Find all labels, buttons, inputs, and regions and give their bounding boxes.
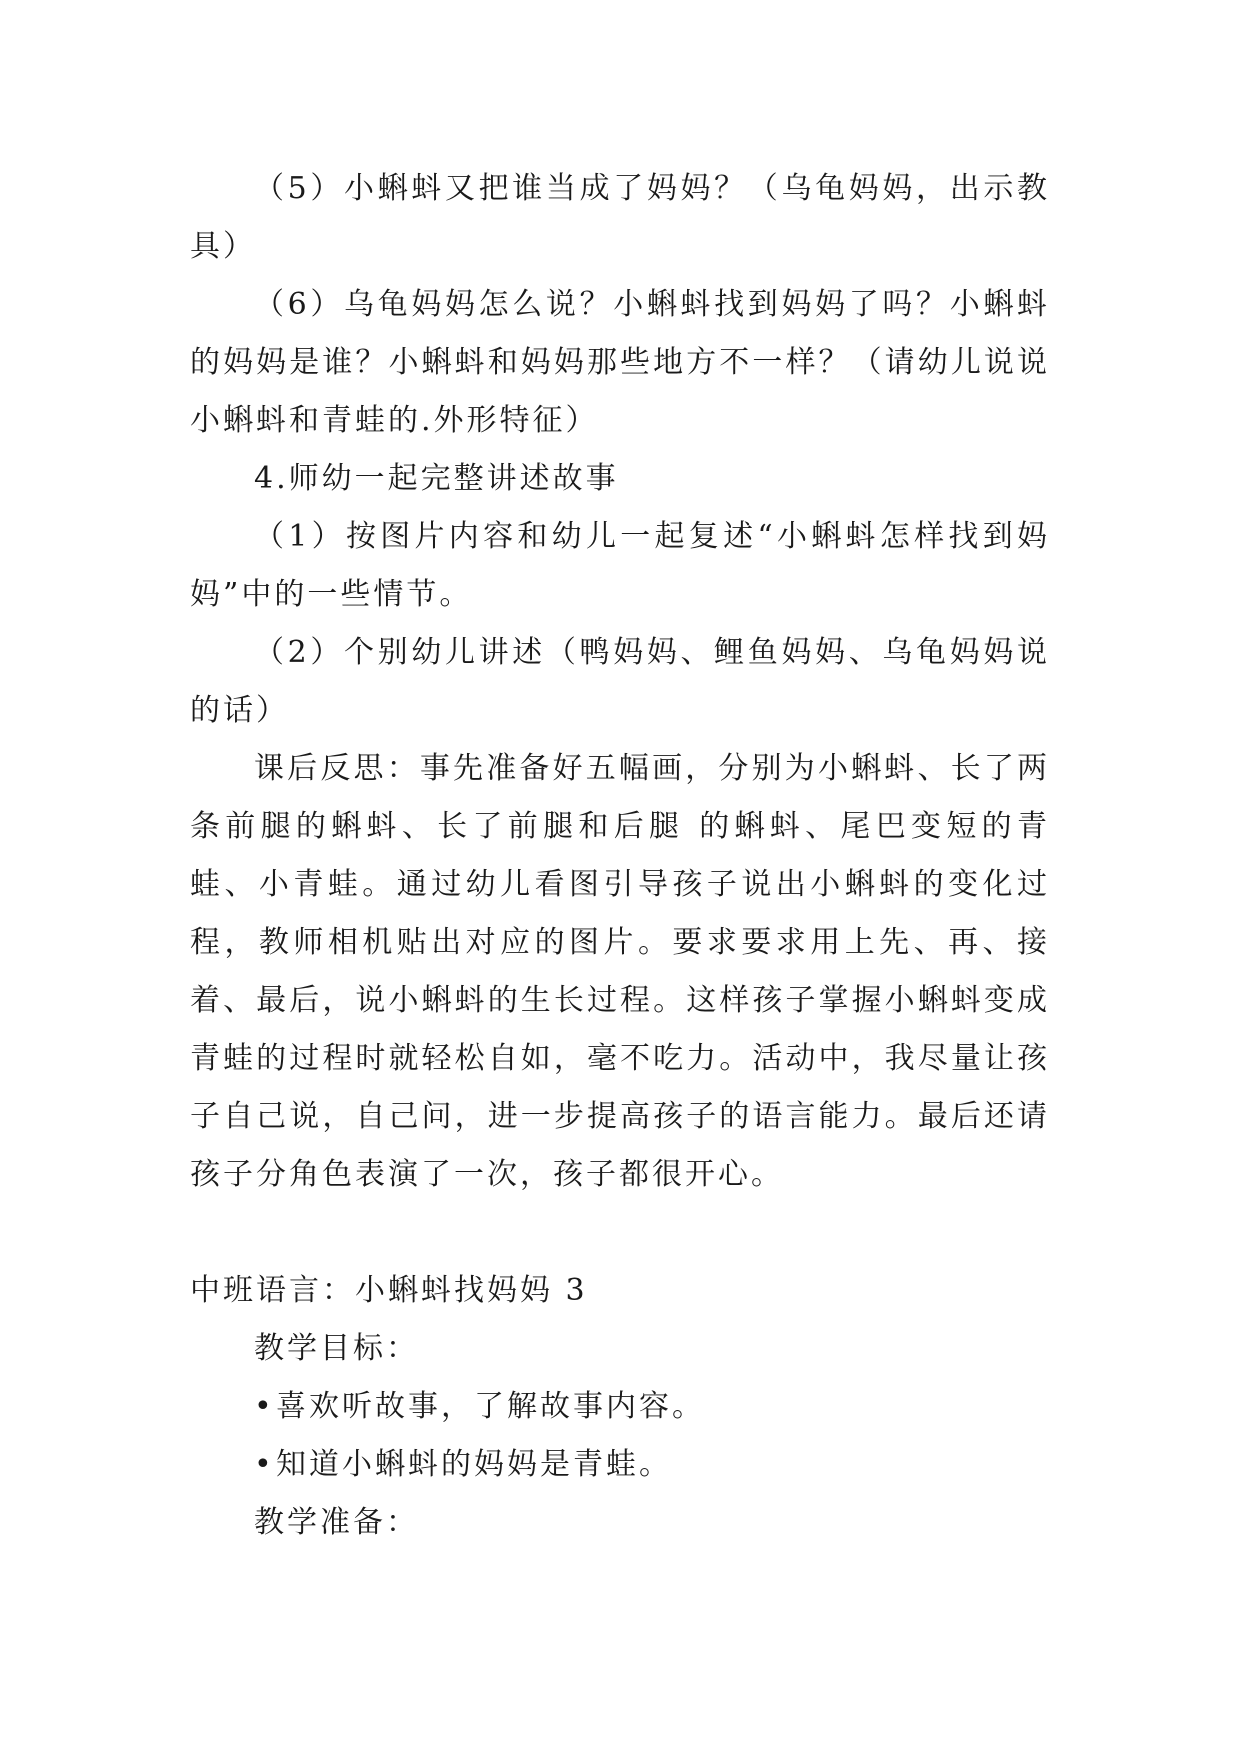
goal-item: [190, 1436, 1050, 1494]
bullet-icon: •: [254, 1389, 275, 1424]
goal-text: 知道小蝌蚪的妈妈是青蛙。: [276, 1447, 672, 1482]
goal-text: 喜欢听故事，了解故事内容。: [276, 1389, 705, 1424]
bullet-icon: •: [254, 1447, 275, 1482]
prep-heading: 教学准备：: [254, 1505, 419, 1540]
goals-heading: 教学目标：: [254, 1331, 419, 1366]
document-page: [190, 160, 1050, 1552]
goal-item: [190, 1378, 1050, 1436]
paragraph-question-6: （6）乌龟妈妈怎么说？小蝌蚪找到妈妈了吗？小蝌蚪的妈妈是谁？小蝌蚪和妈妈那些地方不一样？（请幼儿说说小蝌蚪和青蛙的.外形特征）: [190, 287, 1050, 438]
paragraph-step-4: 4.师幼一起完整讲述故事: [254, 461, 619, 496]
paragraph-question-5: （5）小蝌蚪又把谁当成了妈妈？（乌龟妈妈，出示教具）: [190, 171, 1050, 264]
section-title: 中班语言：小蝌蚪找妈妈 3: [190, 1273, 588, 1308]
paragraph-reflection: 课后反思：事先准备好五幅画，分别为小蝌蚪、长了两条前腿的蝌蚪、长了前腿和后腿 的蝌蚪、尾巴变短的青蛙、小青蛙。通过幼儿看图引导孩子说出小蝌蚪的变化过程，教师相机贴出对应的图片。要求要求用上先、再、接着、最后，说小蝌蚪的生长过程。这样孩子掌握小蝌蚪变成青蛙的过程时就轻松自如，毫不吃力。活动中，我尽量让孩子自己说，自己问，进一步提高孩子的语言能力。最后还请孩子分角色表演了一次，孩子都很开心。: [190, 751, 1050, 1192]
paragraph-step-4-1: （1）按图片内容和幼儿一起复述“小蝌蚪怎样找到妈妈”中的一些情节。: [190, 519, 1050, 612]
paragraph-step-4-2: （2）个别幼儿讲述（鸭妈妈、鲤鱼妈妈、乌龟妈妈说的话）: [190, 635, 1050, 728]
